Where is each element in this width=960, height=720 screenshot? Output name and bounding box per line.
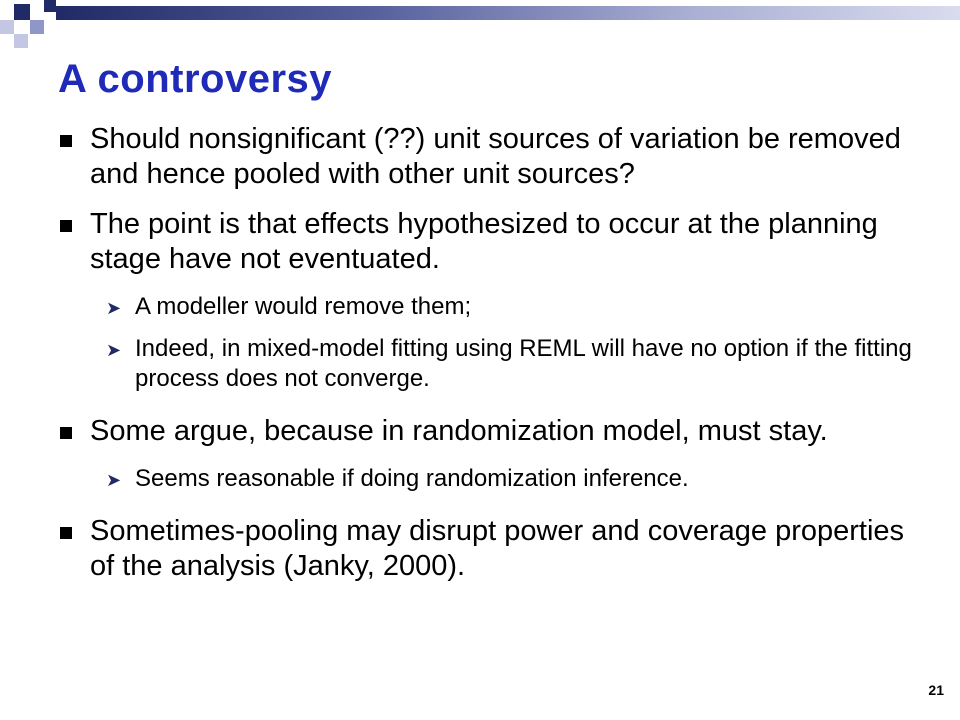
square-bullet-icon — [60, 527, 72, 539]
sub-bullet-text: Indeed, in mixed-model fitting using REML will have no option if the fitting process does not converge. — [135, 335, 912, 393]
bullet-item — [56, 207, 936, 277]
sub-bullet-item — [56, 334, 936, 394]
bullet-item — [56, 122, 936, 192]
arrow-bullet-icon: ➤ — [106, 298, 122, 319]
sub-bullet-text: A modeller would remove them; — [135, 293, 472, 321]
sub-bullet-item — [56, 292, 936, 322]
square-bullet-icon — [60, 427, 72, 439]
sub-bullet-text: Seems reasonable if doing randomization inference. — [135, 465, 689, 493]
decor-square — [14, 34, 28, 48]
arrow-bullet-icon: ➤ — [106, 340, 122, 361]
bullet-text: Sometimes-pooling may disrupt power and coverage properties of the analysis (Janky, 2000). — [90, 515, 905, 583]
arrow-bullet-icon: ➤ — [106, 470, 122, 491]
bullet-item — [56, 414, 936, 449]
bullet-text: The point is that effects hypothesized to occur at the planning stage have not eventuated. — [90, 208, 878, 276]
slide-title: A controversy — [58, 57, 332, 101]
decor-square — [30, 20, 44, 34]
decor-square — [14, 4, 30, 20]
bullet-text: Some argue, because in randomization model, must stay. — [90, 415, 828, 448]
bullet-text: Should nonsignificant (??) unit sources of variation be removed and hence pooled with other unit sources? — [90, 123, 901, 191]
decor-square — [0, 20, 14, 34]
slide-content — [56, 122, 936, 600]
sub-bullet-item — [56, 464, 936, 494]
bullet-item — [56, 514, 936, 584]
header-gradient-bar — [56, 6, 960, 20]
decor-square — [44, 0, 56, 12]
square-bullet-icon — [60, 135, 72, 147]
square-bullet-icon — [60, 220, 72, 232]
page-number: 21 — [928, 682, 944, 698]
